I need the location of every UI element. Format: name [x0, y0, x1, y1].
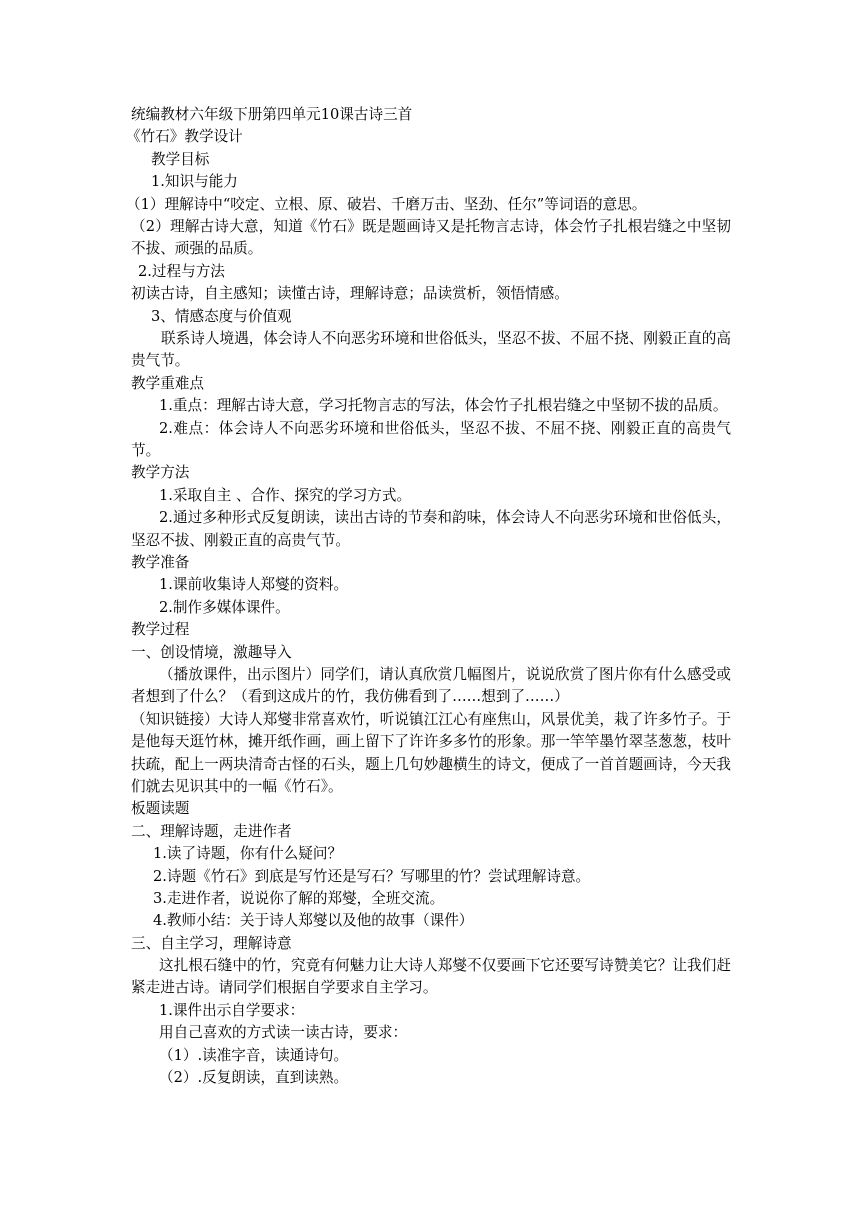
process-heading: 教学过程 [131, 621, 190, 639]
prep1: 1.课前收集诗人郑燮的资料。 [159, 576, 349, 594]
method-heading: 教学方法 [131, 464, 190, 482]
step3-item1: 1.课件出示自学要求： [159, 1001, 305, 1019]
goal1-item1: （1）理解诗中“咬定、立根、原、破岩、千磨万击、坚劲、任尔”等词语的意思。 [126, 195, 647, 213]
prep-heading: 教学准备 [131, 553, 190, 571]
prep2: 2.制作多媒体课件。 [159, 598, 290, 616]
step1-para1: （播放课件，出示图片）同学们，请认真欣赏几幅图片，说说欣赏了图片你有什么感受或者想到了什么？（看到这成片的竹，我仿佛看到了……想到了……） [131, 665, 731, 706]
key-heading: 教学重难点 [131, 374, 204, 392]
step3-req2: （2）.反复朗读，直到读熟。 [159, 1069, 349, 1087]
header-line: 统编教材六年级下册第四单元10课古诗三首 [131, 106, 413, 123]
goal2-text: 初读古诗，自主感知；读懂古诗，理解诗意；品读赏析，领悟情感。 [131, 285, 569, 303]
key-point2: 2.难点：体会诗人不向恶劣环境和世俗低头，坚忍不拔、不屈不挠、刚毅正直的高贵气节。 [131, 419, 731, 459]
design-title: 《竹石》教学设计 [126, 128, 243, 146]
goals-heading: 教学目标 [151, 150, 210, 168]
step3-req1: （1）.读准字音，读通诗句。 [159, 1046, 349, 1064]
goal1-item2: （2）理解古诗大意，知道《竹石》既是题画诗又是托物言志诗，体会竹子扎根岩缝之中坚韧不拔、顽强的品质。 [131, 217, 731, 258]
document-body [126, 104, 731, 1089]
step2-item4: 4.教师小结：关于诗人郑燮以及他的故事（课件） [153, 912, 474, 930]
key-point1: 1.重点：理解古诗大意，学习托物言志的写法，体会竹子扎根岩缝之中坚韧不拔的品质。 [159, 397, 728, 415]
step3-req-intro: 用自己喜欢的方式读一读古诗，要求： [159, 1024, 408, 1042]
method1: 1.采取自主 、合作、探究的学习方式。 [159, 486, 412, 504]
goal2-heading: 2.过程与方法 [138, 262, 225, 280]
step1-heading: 一、创设情境，激趣导入 [131, 643, 292, 661]
step1-para2: （知识链接）大诗人郑燮非常喜欢竹，听说镇江江心有座焦山，风景优美，栽了许多竹子。于是他每天逛竹林，摊开纸作画，画上留下了许许多多竹的形象。那一竿竿墨竹翠茎葱葱，枝叶扶疏，配上一两块清奇古怪的石头，题上几句妙趣横生的诗文，便成了一首首题画诗，今天我们就去见识其中的一幅《竹石》。 [131, 710, 731, 795]
step3-para: 这扎根石缝中的竹，究竟有何魅力让大诗人郑燮不仅要画下它还要写诗赞美它？让我们赶紧走进古诗。请同学们根据自学要求自主学习。 [131, 957, 731, 997]
step2-item1: 1.读了诗题，你有什么疑问？ [153, 845, 343, 863]
method2: 2.通过多种形式反复朗读，读出古诗的节奏和韵味，体会诗人不向恶劣环境和世俗低头，坚忍不拔、刚毅正直的高贵气节。 [131, 509, 731, 549]
step2-item2: 2.诗题《竹石》到底是写竹还是写石？写哪里的竹？尝试理解诗意。 [153, 867, 591, 885]
goal3-text: 联系诗人境遇，体会诗人不向恶劣环境和世俗低头，坚忍不拔、不屈不挠、刚毅正直的高贵气节。 [131, 329, 731, 370]
step3-heading: 三、自主学习，理解诗意 [131, 934, 292, 952]
goal1-heading: 1.知识与能力 [151, 173, 238, 191]
board-reading: 板题读题 [131, 800, 190, 818]
goal3-heading: 3、情感态度与价值观 [151, 307, 292, 325]
step2-heading: 二、理解诗题，走进作者 [131, 822, 292, 840]
step2-item3: 3.走进作者，说说你了解的郑燮，全班交流。 [153, 889, 445, 907]
